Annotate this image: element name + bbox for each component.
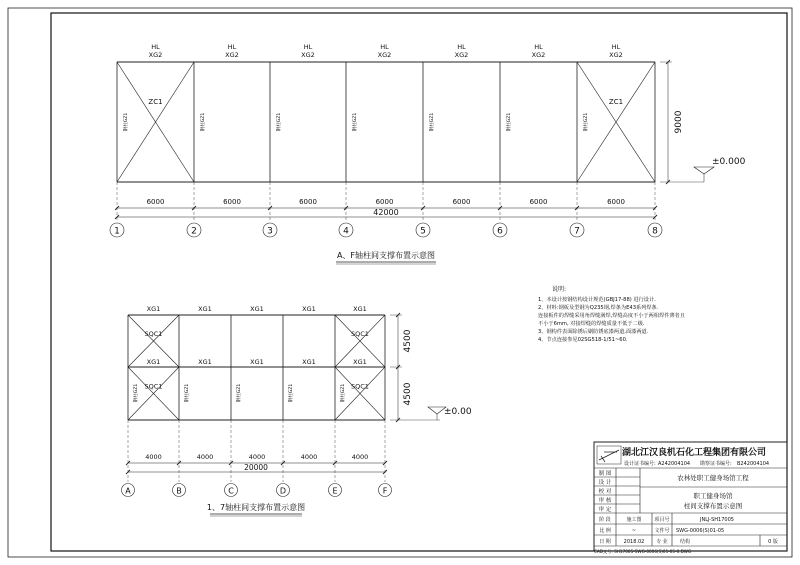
note-line: 连接板件的焊缝采用角焊缝满焊,焊缝高度不小于两相焊件薄者且 bbox=[538, 313, 685, 319]
span-dimension: 4000 bbox=[351, 453, 369, 461]
project-name: 农林处职工健身场馆工程 bbox=[677, 474, 749, 482]
company-name: 湖北江汉良机石化工程集团有限公司 bbox=[621, 448, 767, 458]
column-label: 钢柱GZ1 bbox=[341, 383, 346, 403]
bottom-drawing-title: 1、7轴柱间支撑布置示意图 bbox=[206, 503, 306, 512]
beam-label-hl: HL bbox=[534, 43, 543, 51]
notes-lines bbox=[538, 296, 778, 344]
beam-label-hl: HL bbox=[227, 43, 237, 51]
total-dimension: 42000 bbox=[373, 208, 399, 217]
span-dimension: 4000 bbox=[300, 453, 318, 461]
cad-file-number: CAD文号: SH17005-SWG-0006(S)01-05-0.DWG bbox=[594, 549, 692, 554]
span-dimension: 6000 bbox=[375, 198, 394, 206]
height-dimension-upper: 4500 bbox=[403, 329, 413, 353]
beam-label-top: XG1 bbox=[250, 305, 264, 313]
info-cell: 阶 段 bbox=[599, 517, 611, 523]
drawing-name-1: 职工健身场馆 bbox=[693, 492, 733, 500]
column-label: 钢柱GZ1 bbox=[584, 112, 589, 132]
elevation-label: ±0.000 bbox=[712, 157, 746, 167]
axis-label: 1 bbox=[114, 226, 120, 237]
info-cell: JNLJ-SH17005 bbox=[700, 517, 734, 523]
span-dimension: 4000 bbox=[145, 453, 162, 461]
beam-label-mid: XG1 bbox=[198, 358, 212, 366]
info-cell: 项目号 bbox=[654, 517, 670, 523]
drawing-name-2: 柱间支撑布置示意图 bbox=[683, 502, 743, 510]
axis-label: A bbox=[125, 486, 131, 496]
axis-label: 6 bbox=[497, 226, 503, 237]
survey-number: B242004104 bbox=[737, 461, 770, 467]
column-label: 钢柱GZ1 bbox=[430, 112, 435, 132]
beam-label-top: XG1 bbox=[146, 305, 161, 313]
beam-label-xg: XG2 bbox=[377, 51, 392, 59]
axis-label: E bbox=[332, 486, 338, 496]
span-dimension: 6000 bbox=[299, 198, 317, 206]
beam-label-mid: XG1 bbox=[302, 358, 316, 366]
axis-label: 3 bbox=[267, 226, 273, 237]
axis-label: 2 bbox=[191, 226, 197, 237]
span-dimension: 6000 bbox=[223, 198, 241, 206]
axis-label: C bbox=[228, 486, 234, 496]
column-label: 钢柱GZ1 bbox=[124, 112, 129, 132]
beam-label-xg: XG2 bbox=[454, 51, 469, 59]
beam-label-xg: XG2 bbox=[148, 51, 163, 59]
column-label: 钢柱GZ1 bbox=[507, 112, 512, 132]
height-dimension-lower: 4500 bbox=[403, 382, 413, 406]
total-dimension: 20000 bbox=[244, 463, 268, 472]
brace-label: ZC1 bbox=[148, 98, 163, 106]
column-label: 钢柱GZ1 bbox=[237, 383, 242, 403]
height-dimension: 9000 bbox=[674, 110, 684, 134]
beam-label-xg: XG2 bbox=[531, 51, 546, 59]
brace-label: SQC1 bbox=[144, 330, 163, 338]
note-line: 1、本设计按钢结构设计规范(GBJ17-88) 进行设计. bbox=[538, 297, 656, 303]
column-label: 钢柱GZ1 bbox=[185, 383, 190, 403]
note-line: 4、节点连接参见02SG518-1/51~60. bbox=[538, 337, 628, 343]
role-label: 审 定 bbox=[598, 507, 612, 513]
role-label: 审 核 bbox=[598, 498, 612, 504]
info-cell: 专 业 bbox=[656, 539, 668, 545]
outer-border bbox=[8, 8, 792, 557]
role-column bbox=[599, 469, 612, 513]
column-label: 钢柱GZ1 bbox=[289, 383, 294, 403]
span-dimension: 6000 bbox=[146, 198, 165, 206]
brace-label: ZC1 bbox=[608, 98, 624, 106]
role-label: 设 计 bbox=[598, 480, 612, 486]
info-cell: 文件号 bbox=[654, 528, 670, 534]
beam-label-top: XG1 bbox=[302, 305, 316, 313]
axis-label: B bbox=[176, 486, 182, 496]
info-cell: 比 例 bbox=[599, 528, 611, 534]
info-cell: 0 版 bbox=[768, 539, 778, 545]
span-dimension: 6000 bbox=[607, 198, 625, 206]
beam-label-hl: HL bbox=[303, 43, 313, 51]
info-cell: 日 期 bbox=[599, 539, 611, 545]
span-dimension: 4000 bbox=[196, 453, 214, 461]
beam-label-xg: XG2 bbox=[301, 51, 315, 59]
beam-label-mid: XG1 bbox=[146, 358, 161, 366]
info-cell: ~ bbox=[631, 528, 637, 534]
axis-label: 7 bbox=[574, 226, 580, 237]
note-line: 不小于6mm, 对接焊缝的焊缝质量不低于二级. bbox=[538, 321, 645, 327]
axis-label: 5 bbox=[420, 226, 426, 237]
top-elevation bbox=[110, 43, 746, 237]
brace-label: SQC1 bbox=[351, 382, 369, 391]
elevation-label: ±0.00 bbox=[444, 407, 472, 417]
column-label: 钢柱GZ1 bbox=[201, 112, 206, 132]
span-dimension: 6000 bbox=[452, 198, 471, 206]
inner-frame bbox=[51, 13, 787, 551]
title-block bbox=[594, 442, 787, 551]
notes-heading: 说明: bbox=[552, 286, 567, 293]
design-notes bbox=[538, 286, 778, 344]
beam-label-hl: HL bbox=[611, 43, 621, 51]
cert-number: A242004104 bbox=[658, 461, 691, 467]
beam-label-mid: XG1 bbox=[353, 358, 367, 366]
beam-label-hl: HL bbox=[151, 43, 160, 51]
axis-label: 4 bbox=[343, 226, 349, 237]
column-label: 钢柱GZ1 bbox=[134, 383, 139, 403]
brace-label: SQC1 bbox=[144, 382, 163, 391]
note-line: 3、钢构件表面除锈后刷防锈底漆两道,面漆两道. bbox=[538, 329, 649, 335]
info-cell: 施工图 bbox=[626, 517, 642, 523]
top-drawing-title: A、F轴柱间支撑布置示意图 bbox=[336, 251, 436, 260]
beam-label-mid: XG1 bbox=[250, 358, 264, 366]
info-cell: 2018.02 bbox=[623, 539, 645, 545]
elevation-marker bbox=[694, 167, 714, 174]
note-line: 2、材料:钢板及型钢为Q235钢,焊条为E43系列焊条. bbox=[538, 305, 659, 311]
cert-label: 设计证书编号: bbox=[624, 461, 656, 467]
beam-label-top: XG1 bbox=[198, 305, 212, 313]
beam-label-hl: HL bbox=[457, 43, 466, 51]
brace-label: SQC1 bbox=[351, 330, 369, 338]
axis-label: D bbox=[279, 486, 287, 496]
span-dimension: 6000 bbox=[529, 198, 548, 206]
bottom-elevation bbox=[122, 305, 472, 497]
titleblock-info-rows bbox=[599, 516, 778, 545]
survey-label: 勘察证书编号: bbox=[700, 461, 732, 467]
beam-label-hl: HL bbox=[380, 43, 389, 51]
span-dimension: 4000 bbox=[248, 453, 266, 461]
info-cell: SWG-0006(S)01-05 bbox=[676, 528, 725, 534]
role-label: 校 对 bbox=[598, 489, 612, 495]
axis-label: 8 bbox=[652, 226, 658, 237]
beam-label-top: XG1 bbox=[353, 305, 367, 313]
column-label: 钢柱GZ1 bbox=[353, 112, 358, 132]
column-label: 钢柱GZ1 bbox=[277, 112, 282, 132]
beam-label-xg: XG2 bbox=[225, 51, 239, 59]
info-cell: 结构 bbox=[680, 539, 691, 545]
axis-label: F bbox=[382, 486, 388, 496]
role-label: 制 图 bbox=[598, 471, 612, 477]
beam-label-xg: XG2 bbox=[609, 51, 623, 59]
